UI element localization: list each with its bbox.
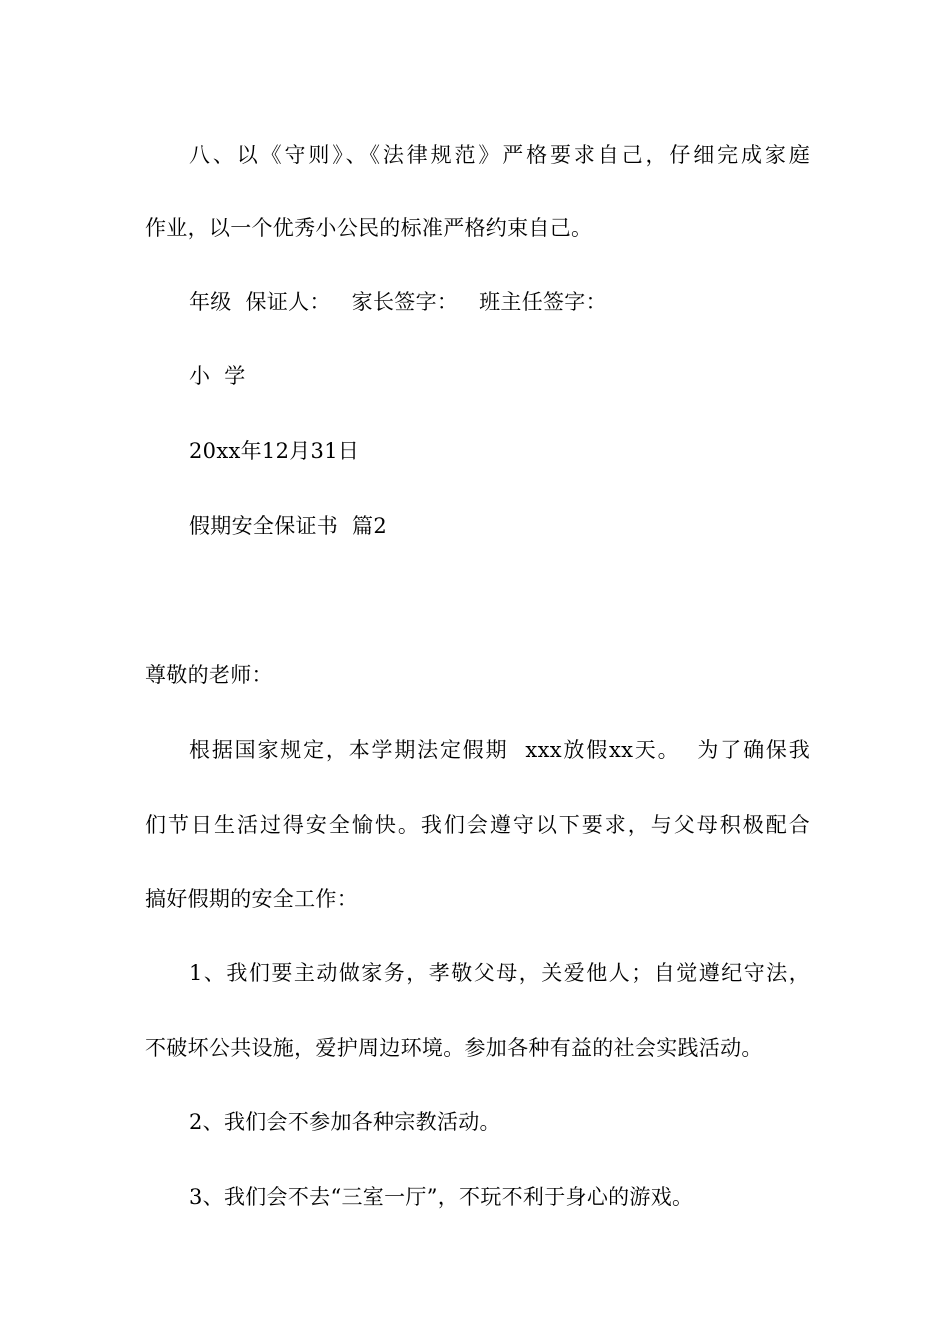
list-item: 2、我们会不参加各种宗教活动。 xyxy=(189,1110,501,1134)
list-item: 1、我们要主动做家务，孝敬父母，关爱他人；自觉遵纪守法， xyxy=(189,961,810,985)
date-line: 20xx年12月31日 xyxy=(189,439,360,463)
paragraph-line: 们节日生活过得安全愉快。我们会遵守以下要求，与父母积极配合 xyxy=(145,813,810,837)
paragraph-line: 不破坏公共设施，爱护周边环境。参加各种有益的社会实践活动。 xyxy=(145,1036,763,1060)
signature-line: 年级 保证人： 家长签字： 班主任签字： xyxy=(189,290,607,314)
paragraph-line: 根据国家规定，本学期法定假期 xxx放假xx天。 为了确保我 xyxy=(189,738,810,762)
school-line: 小 学 xyxy=(189,364,246,388)
salutation: 尊敬的老师： xyxy=(145,663,273,687)
paragraph-line: 八、以《守则》、《法律规范》严格要求自己，仔细完成家庭 xyxy=(189,143,810,167)
paragraph-line: 搞好假期的安全工作： xyxy=(145,887,358,911)
list-item: 3、我们会不去“三室一厅”，不玩不利于身心的游戏。 xyxy=(189,1185,694,1209)
paragraph-line: 作业，以一个优秀小公民的标准严格约束自己。 xyxy=(145,216,593,240)
section-heading: 假期安全保证书 篇2 xyxy=(189,514,388,538)
